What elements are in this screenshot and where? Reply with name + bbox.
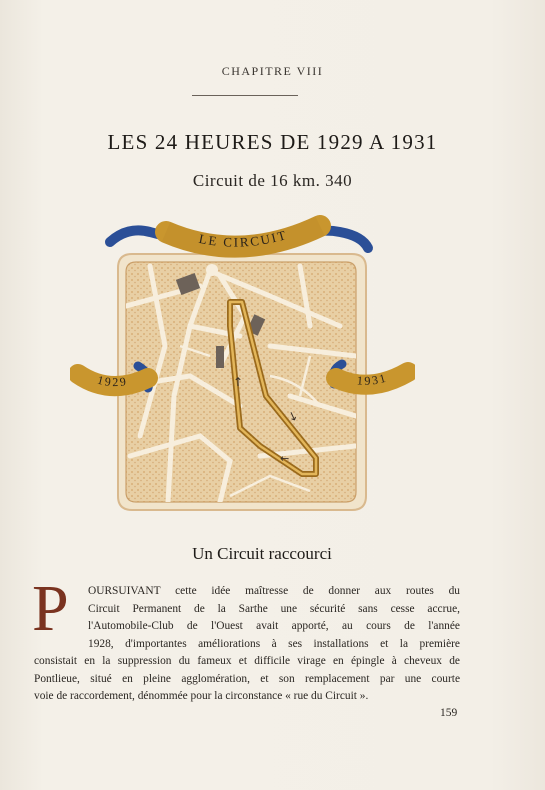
drop-cap: P <box>32 572 69 645</box>
section-heading: Un Circuit raccourci <box>192 544 332 563</box>
paragraph-line: OURSUIVANT cette idée maîtresse de donner aux routes du <box>88 585 460 597</box>
banner-right-text: 1931 <box>356 370 390 388</box>
svg-text:←: ← <box>280 452 290 465</box>
paragraph-line: Circuit Permanent de la Sarthe une sécurité sans cesse accrue, <box>88 602 460 615</box>
body-paragraph <box>34 583 460 706</box>
banner-left-text: 1929 <box>95 372 129 390</box>
paragraph-line: voie de raccordement, dénommée pour la circonstance « rue du Circuit ». <box>34 690 369 702</box>
banner-right <box>333 364 410 388</box>
circuit-map-illustration <box>70 206 415 516</box>
paragraph-line: consistait en la suppression du fameux et difficile virage en épingle à cheveux de <box>34 655 460 667</box>
paragraph-line: 1928, d'importantes améliorations à ses installations et la première <box>88 637 460 650</box>
svg-text:↑: ↑ <box>233 375 244 389</box>
paragraph-line: Pontlieue, situé en pleine agglomération, et son remplacement par une courte <box>34 672 460 685</box>
chapter-heading: CHAPITRE VIII <box>221 64 324 78</box>
page-title: LES 24 HEURES DE 1929 A 1931 <box>107 130 438 154</box>
banner-top-text: LE CIRCUIT <box>197 226 290 250</box>
page-number: 159 <box>440 707 458 719</box>
chapter-rule <box>192 95 298 96</box>
paragraph-line: l'Automobile-Club de l'Ouest avait apporté, au cours de l'année <box>88 620 460 632</box>
banner-top <box>110 226 368 250</box>
circuit-map-svg <box>70 206 415 516</box>
svg-text:↓: ↓ <box>285 408 301 426</box>
page-subtitle: Circuit de 16 km. 340 <box>192 171 353 190</box>
